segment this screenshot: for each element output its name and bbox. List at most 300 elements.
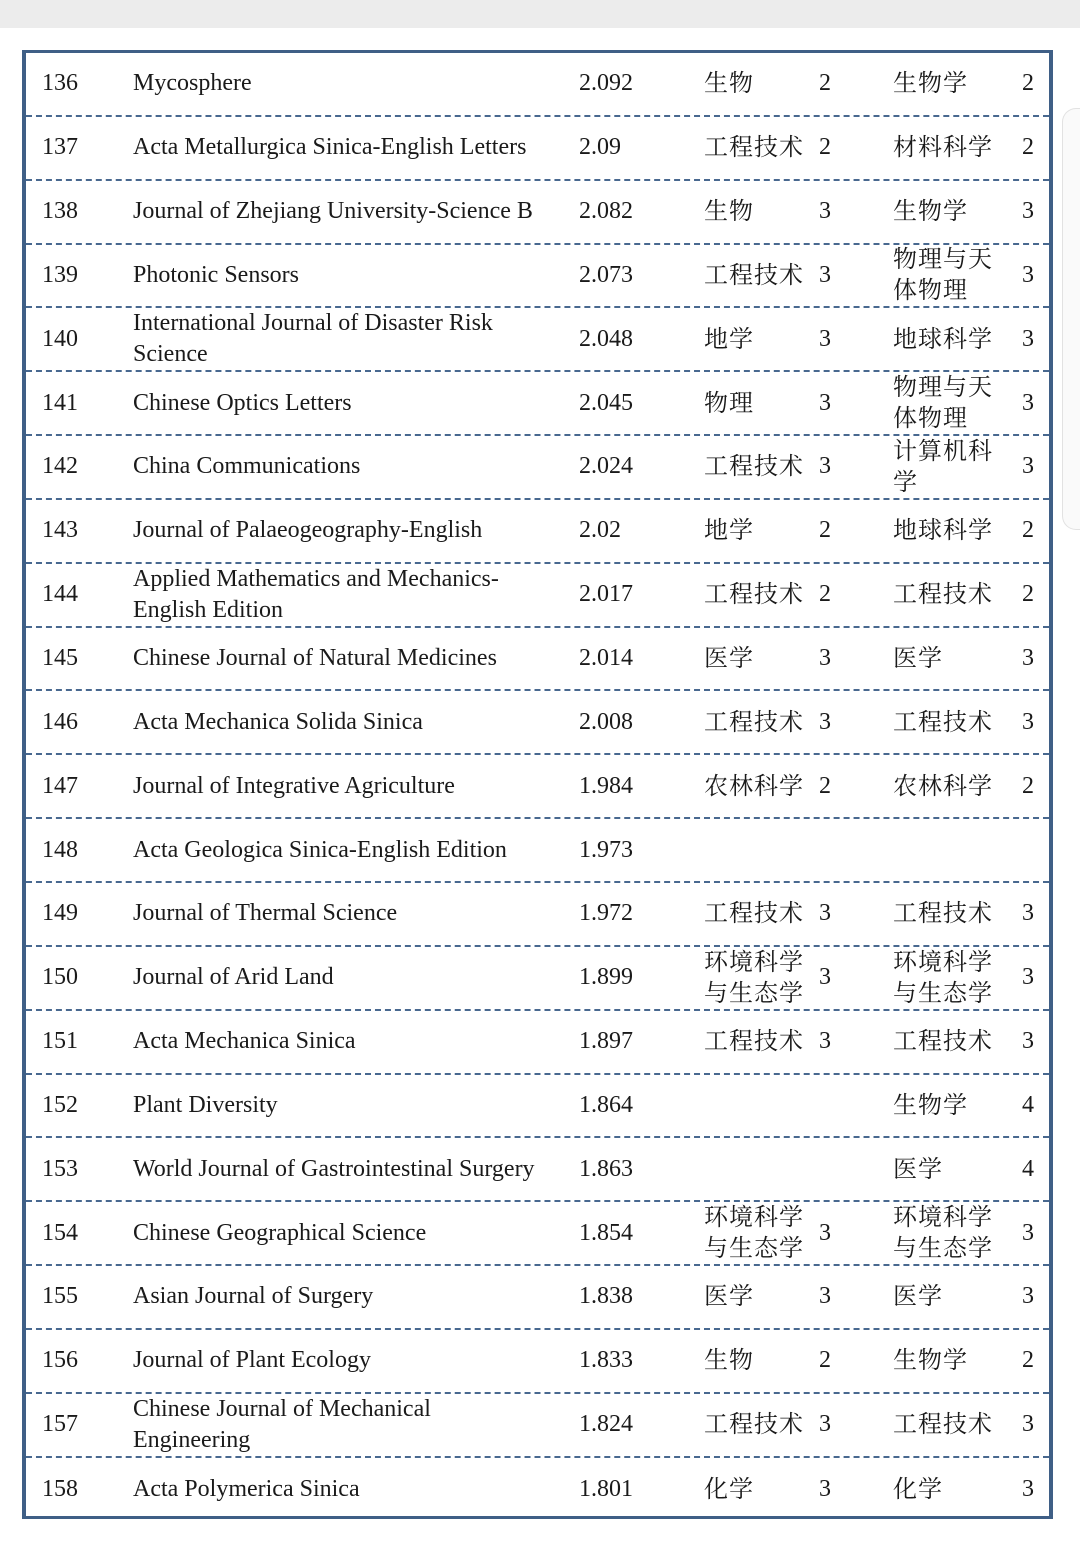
rank-cell [42, 947, 122, 1009]
impact-factor-cell-text: 1.897 [579, 1028, 633, 1055]
subject-quartile-cell [1022, 117, 1042, 179]
journal-title-cell-text: World Journal of Gastrointestinal Surgery [133, 1155, 535, 1182]
journal-title-cell-text: Chinese Journal of Mechanical Engineering [133, 1395, 431, 1453]
subject-quartile-cell [1022, 1202, 1042, 1264]
subject-cell [893, 755, 1005, 817]
journal-title-cell [133, 53, 553, 115]
journal-title-cell [133, 1394, 553, 1456]
category-cell [704, 308, 814, 370]
table-row [26, 947, 1049, 1011]
rank-cell-text: 149 [42, 900, 78, 927]
category-cell-text: 环境科学与生态学 [704, 1203, 804, 1263]
subject-quartile-cell [1022, 883, 1042, 945]
quartile-cell [819, 436, 849, 498]
subject-cell [893, 1266, 1005, 1328]
quartile-cell [819, 500, 849, 562]
quartile-cell-text: 3 [819, 1028, 831, 1055]
subject-cell-text: 物理与天体物理 [893, 245, 993, 305]
impact-factor-cell-text: 2.082 [579, 198, 633, 225]
subject-quartile-cell-text: 2 [1022, 581, 1034, 608]
subject-cell-text: 工程技术 [893, 1410, 993, 1439]
journal-title-cell [133, 883, 553, 945]
subject-cell [893, 1202, 1005, 1264]
rank-cell-text: 155 [42, 1283, 78, 1310]
quartile-cell-text: 3 [819, 1219, 831, 1246]
journal-title-cell-text: Acta Polymerica Sinica [133, 1475, 360, 1502]
category-cell-text: 生物 [704, 197, 754, 226]
subject-quartile-cell-text: 2 [1022, 517, 1034, 544]
subject-cell [893, 53, 1005, 115]
journal-title-cell [133, 436, 553, 498]
rank-cell-text: 143 [42, 517, 78, 544]
journal-title-cell-text: Acta Mechanica Solida Sinica [133, 708, 423, 735]
rank-cell [42, 181, 122, 243]
subject-cell-text: 物理与天体物理 [893, 373, 993, 433]
impact-factor-cell-text: 2.014 [579, 645, 633, 672]
table-row [26, 181, 1049, 245]
quartile-cell [819, 755, 849, 817]
impact-factor-cell-text: 2.09 [579, 134, 621, 161]
subject-cell-text: 材料科学 [893, 133, 993, 162]
impact-factor-cell [579, 372, 679, 434]
subject-quartile-cell-text: 3 [1022, 453, 1034, 480]
category-cell [704, 1458, 814, 1522]
quartile-cell-text: 2 [819, 134, 831, 161]
subject-quartile-cell-text: 3 [1022, 325, 1034, 352]
rank-cell-text: 151 [42, 1028, 78, 1055]
subject-cell [893, 181, 1005, 243]
impact-factor-cell [579, 755, 679, 817]
journal-title-cell [133, 1075, 553, 1137]
impact-factor-cell-text: 2.008 [579, 708, 633, 735]
category-cell [704, 372, 814, 434]
subject-quartile-cell [1022, 500, 1042, 562]
category-cell [704, 691, 814, 753]
quartile-cell [819, 372, 849, 434]
journal-title-cell [133, 500, 553, 562]
impact-factor-cell [579, 628, 679, 690]
impact-factor-cell-text: 1.838 [579, 1283, 633, 1310]
impact-factor-cell [579, 245, 679, 307]
subject-quartile-cell-text: 4 [1022, 1155, 1034, 1182]
rank-cell-text: 156 [42, 1347, 78, 1374]
quartile-cell-text: 3 [819, 708, 831, 735]
journal-title-cell [133, 372, 553, 434]
quartile-cell [819, 691, 849, 753]
rank-cell [42, 245, 122, 307]
impact-factor-cell-text: 2.073 [579, 261, 633, 288]
category-cell-text: 工程技术 [704, 899, 804, 928]
journal-title-cell-text: Plant Diversity [133, 1091, 278, 1118]
journal-title-cell-text: Applied Mathematics and Mechanics-English Edition [133, 565, 499, 623]
category-cell-text: 工程技术 [704, 133, 804, 162]
subject-cell [893, 500, 1005, 562]
journal-title-cell [133, 819, 553, 881]
subject-quartile-cell [1022, 564, 1042, 626]
quartile-cell [819, 1266, 849, 1328]
subject-quartile-cell [1022, 372, 1042, 434]
impact-factor-cell [579, 1266, 679, 1328]
journal-title-cell-text: Mycosphere [133, 70, 252, 97]
journal-title-cell-text: Acta Mechanica Sinica [133, 1028, 356, 1055]
journal-title-cell-text: Photonic Sensors [133, 261, 300, 288]
journal-title-cell-text: Asian Journal of Surgery [133, 1283, 374, 1310]
journal-title-cell-text: Journal of Plant Ecology [133, 1347, 371, 1374]
rank-cell-text: 137 [42, 134, 78, 161]
rank-cell [42, 1138, 122, 1200]
impact-factor-cell [579, 947, 679, 1009]
journal-title-cell [133, 117, 553, 179]
quartile-cell-text: 2 [819, 70, 831, 97]
category-cell [704, 819, 814, 881]
impact-factor-cell-text: 1.801 [579, 1475, 633, 1502]
journal-title-cell [133, 1011, 553, 1073]
quartile-cell [819, 1075, 849, 1137]
table-row [26, 883, 1049, 947]
category-cell-text: 工程技术 [704, 707, 804, 736]
category-cell-text: 工程技术 [704, 580, 804, 609]
subject-cell [893, 883, 1005, 945]
subject-cell [893, 245, 1005, 307]
subject-cell-text: 生物学 [893, 1090, 968, 1119]
journal-title-cell-text: China Communications [133, 453, 361, 480]
table-row [26, 500, 1049, 564]
table-row [26, 1011, 1049, 1075]
table-row [26, 691, 1049, 755]
journal-title-cell-text: Chinese Journal of Natural Medicines [133, 645, 497, 672]
journal-title-cell-text: Journal of Zhejiang University-Science B [133, 198, 533, 225]
subject-cell [893, 117, 1005, 179]
subject-cell [893, 947, 1005, 1009]
rank-cell [42, 883, 122, 945]
table-row [26, 1138, 1049, 1202]
rank-cell-text: 138 [42, 198, 78, 225]
subject-quartile-cell [1022, 53, 1042, 115]
journal-title-cell-text: Journal of Integrative Agriculture [133, 772, 455, 799]
subject-quartile-cell-text: 2 [1022, 134, 1034, 161]
category-cell-text: 地学 [704, 516, 754, 545]
quartile-cell [819, 1458, 849, 1522]
category-cell [704, 117, 814, 179]
subject-cell-text: 计算机科学 [893, 436, 993, 496]
rank-cell [42, 53, 122, 115]
table-row [26, 53, 1049, 117]
table-row [26, 755, 1049, 819]
impact-factor-cell-text: 1.972 [579, 900, 633, 927]
subject-quartile-cell-text: 3 [1022, 1283, 1034, 1310]
rank-cell [42, 628, 122, 690]
category-cell [704, 628, 814, 690]
category-cell [704, 1330, 814, 1392]
table-row [26, 1075, 1049, 1139]
quartile-cell-text: 3 [819, 1411, 831, 1438]
rank-cell [42, 691, 122, 753]
category-cell-text: 生物 [704, 1346, 754, 1375]
category-cell-text: 工程技术 [704, 260, 804, 289]
impact-factor-cell-text: 1.863 [579, 1155, 633, 1182]
category-cell [704, 436, 814, 498]
quartile-cell [819, 1330, 849, 1392]
subject-cell [893, 691, 1005, 753]
rank-cell-text: 145 [42, 645, 78, 672]
subject-quartile-cell-text: 3 [1022, 708, 1034, 735]
quartile-cell-text: 3 [819, 453, 831, 480]
category-cell [704, 564, 814, 626]
quartile-cell [819, 819, 849, 881]
quartile-cell-text: 3 [819, 325, 831, 352]
table-row [26, 819, 1049, 883]
journal-title-cell [133, 564, 553, 626]
rank-cell [42, 436, 122, 498]
subject-quartile-cell-text: 3 [1022, 964, 1034, 991]
impact-factor-cell [579, 1394, 679, 1456]
subject-cell [893, 1330, 1005, 1392]
quartile-cell [819, 947, 849, 1009]
quartile-cell [819, 1011, 849, 1073]
rank-cell-text: 154 [42, 1219, 78, 1246]
impact-factor-cell-text: 2.092 [579, 70, 633, 97]
journal-title-cell [133, 245, 553, 307]
rank-cell [42, 1330, 122, 1392]
category-cell-text: 农林科学 [704, 771, 804, 800]
impact-factor-cell [579, 117, 679, 179]
rank-cell-text: 142 [42, 453, 78, 480]
category-cell [704, 1138, 814, 1200]
category-cell [704, 1202, 814, 1264]
rank-cell-text: 144 [42, 581, 78, 608]
subject-cell [893, 1011, 1005, 1073]
rank-cell [42, 1011, 122, 1073]
table-row [26, 1330, 1049, 1394]
quartile-cell-text: 3 [819, 645, 831, 672]
category-cell [704, 245, 814, 307]
rank-cell [42, 819, 122, 881]
impact-factor-cell [579, 564, 679, 626]
subject-cell-text: 环境科学与生态学 [893, 947, 993, 1007]
rank-cell-text: 139 [42, 261, 78, 288]
impact-factor-cell-text: 2.024 [579, 453, 633, 480]
journal-title-cell [133, 308, 553, 370]
subject-cell [893, 1075, 1005, 1137]
subject-cell-text: 地球科学 [893, 516, 993, 545]
table-row [26, 628, 1049, 692]
quartile-cell [819, 53, 849, 115]
subject-quartile-cell-text: 2 [1022, 70, 1034, 97]
quartile-cell [819, 308, 849, 370]
category-cell [704, 883, 814, 945]
subject-quartile-cell-text: 2 [1022, 1347, 1034, 1374]
subject-cell-text: 环境科学与生态学 [893, 1203, 993, 1263]
subject-quartile-cell [1022, 691, 1042, 753]
rank-cell [42, 308, 122, 370]
category-cell-text: 工程技术 [704, 452, 804, 481]
subject-quartile-cell-text: 4 [1022, 1091, 1034, 1118]
rank-cell-text: 153 [42, 1155, 78, 1182]
table-row [26, 436, 1049, 500]
category-cell [704, 53, 814, 115]
quartile-cell [819, 1202, 849, 1264]
impact-factor-cell-text: 1.824 [579, 1411, 633, 1438]
subject-quartile-cell [1022, 628, 1042, 690]
journal-title-cell [133, 691, 553, 753]
subject-quartile-cell [1022, 436, 1042, 498]
subject-cell [893, 819, 1005, 881]
rank-cell [42, 1075, 122, 1137]
subject-cell-text: 农林科学 [893, 771, 993, 800]
impact-factor-cell [579, 308, 679, 370]
subject-quartile-cell-text: 3 [1022, 261, 1034, 288]
rank-cell-text: 146 [42, 708, 78, 735]
subject-quartile-cell [1022, 1266, 1042, 1328]
journal-title-cell-text: Journal of Arid Land [133, 964, 334, 991]
impact-factor-cell [579, 1458, 679, 1522]
table-row [26, 308, 1049, 372]
rank-cell-text: 152 [42, 1091, 78, 1118]
quartile-cell [819, 883, 849, 945]
impact-factor-cell-text: 2.048 [579, 325, 633, 352]
journal-title-cell-text: Chinese Geographical Science [133, 1219, 427, 1246]
subject-quartile-cell [1022, 1330, 1042, 1392]
subject-quartile-cell-text: 3 [1022, 645, 1034, 672]
table-row [26, 1202, 1049, 1266]
subject-cell-text: 医学 [893, 1282, 943, 1311]
impact-factor-cell-text: 1.984 [579, 772, 633, 799]
scroll-edge-handle[interactable] [1062, 108, 1080, 530]
table-row [26, 245, 1049, 309]
rank-cell-text: 141 [42, 389, 78, 416]
category-cell-text: 医学 [704, 1282, 754, 1311]
subject-cell-text: 工程技术 [893, 707, 993, 736]
quartile-cell-text: 2 [819, 772, 831, 799]
quartile-cell-text: 3 [819, 900, 831, 927]
subject-quartile-cell-text: 3 [1022, 1219, 1034, 1246]
table-row [26, 1394, 1049, 1458]
subject-quartile-cell [1022, 245, 1042, 307]
table-body [26, 53, 1049, 1521]
impact-factor-cell [579, 1075, 679, 1137]
impact-factor-cell [579, 1138, 679, 1200]
journal-title-cell [133, 1266, 553, 1328]
journal-title-cell-text: Acta Geologica Sinica-English Edition [133, 836, 507, 863]
impact-factor-cell-text: 1.854 [579, 1219, 633, 1246]
subject-quartile-cell [1022, 1138, 1042, 1200]
impact-factor-cell [579, 1202, 679, 1264]
quartile-cell [819, 245, 849, 307]
quartile-cell-text: 2 [819, 517, 831, 544]
rank-cell [42, 1458, 122, 1522]
subject-cell-text: 生物学 [893, 69, 968, 98]
category-cell-text: 地学 [704, 324, 754, 353]
subject-cell [893, 308, 1005, 370]
impact-factor-cell [579, 819, 679, 881]
subject-quartile-cell-text: 3 [1022, 1028, 1034, 1055]
impact-factor-cell-text: 2.02 [579, 517, 621, 544]
quartile-cell-text: 3 [819, 1475, 831, 1502]
category-cell-text: 工程技术 [704, 1027, 804, 1056]
table-row [26, 1266, 1049, 1330]
subject-cell [893, 1458, 1005, 1522]
impact-factor-cell [579, 691, 679, 753]
category-cell [704, 1075, 814, 1137]
rank-cell-text: 148 [42, 836, 78, 863]
quartile-cell [819, 1138, 849, 1200]
rank-cell [42, 500, 122, 562]
quartile-cell [819, 181, 849, 243]
subject-quartile-cell [1022, 181, 1042, 243]
rank-cell-text: 136 [42, 70, 78, 97]
subject-quartile-cell [1022, 1394, 1042, 1456]
rank-cell [42, 1394, 122, 1456]
subject-quartile-cell-text: 2 [1022, 772, 1034, 799]
quartile-cell [819, 1394, 849, 1456]
rank-cell [42, 564, 122, 626]
subject-cell [893, 436, 1005, 498]
subject-cell-text: 工程技术 [893, 580, 993, 609]
subject-quartile-cell [1022, 947, 1042, 1009]
quartile-cell-text: 3 [819, 198, 831, 225]
subject-cell-text: 工程技术 [893, 899, 993, 928]
impact-factor-cell [579, 883, 679, 945]
journal-table [22, 50, 1053, 1519]
table-row [26, 372, 1049, 436]
category-cell-text: 医学 [704, 644, 754, 673]
table-row [26, 564, 1049, 628]
rank-cell-text: 150 [42, 964, 78, 991]
rank-cell [42, 1202, 122, 1264]
subject-cell [893, 372, 1005, 434]
subject-quartile-cell-text: 3 [1022, 198, 1034, 225]
journal-title-cell-text: International Journal of Disaster Risk Science [133, 310, 493, 368]
subject-cell-text: 医学 [893, 644, 943, 673]
subject-quartile-cell-text: 3 [1022, 389, 1034, 416]
journal-title-cell [133, 947, 553, 1009]
category-cell [704, 181, 814, 243]
quartile-cell-text: 2 [819, 1347, 831, 1374]
rank-cell [42, 372, 122, 434]
category-cell-text: 物理 [704, 388, 754, 417]
journal-title-cell-text: Acta Metallurgica Sinica-English Letters [133, 134, 527, 161]
impact-factor-cell [579, 500, 679, 562]
top-band [0, 0, 1080, 28]
subject-cell-text: 地球科学 [893, 324, 993, 353]
quartile-cell [819, 628, 849, 690]
subject-quartile-cell [1022, 1075, 1042, 1137]
category-cell [704, 500, 814, 562]
category-cell [704, 1394, 814, 1456]
rank-cell-text: 158 [42, 1475, 78, 1502]
subject-quartile-cell-text: 3 [1022, 1475, 1034, 1502]
category-cell-text: 生物 [704, 69, 754, 98]
impact-factor-cell-text: 2.045 [579, 389, 633, 416]
impact-factor-cell-text: 1.973 [579, 836, 633, 863]
subject-cell-text: 化学 [893, 1474, 943, 1503]
subject-cell [893, 564, 1005, 626]
journal-title-cell-text: Journal of Thermal Science [133, 900, 398, 927]
category-cell [704, 755, 814, 817]
quartile-cell-text: 3 [819, 389, 831, 416]
journal-title-cell-text: Journal of Palaeogeography-English [133, 517, 483, 544]
category-cell-text: 化学 [704, 1474, 754, 1503]
impact-factor-cell-text: 1.864 [579, 1091, 633, 1118]
quartile-cell-text: 2 [819, 581, 831, 608]
subject-cell-text: 生物学 [893, 1346, 968, 1375]
quartile-cell-text: 3 [819, 1283, 831, 1310]
impact-factor-cell [579, 436, 679, 498]
subject-cell [893, 1138, 1005, 1200]
journal-title-cell [133, 1458, 553, 1522]
journal-title-cell-text: Chinese Optics Letters [133, 389, 352, 416]
journal-title-cell [133, 755, 553, 817]
